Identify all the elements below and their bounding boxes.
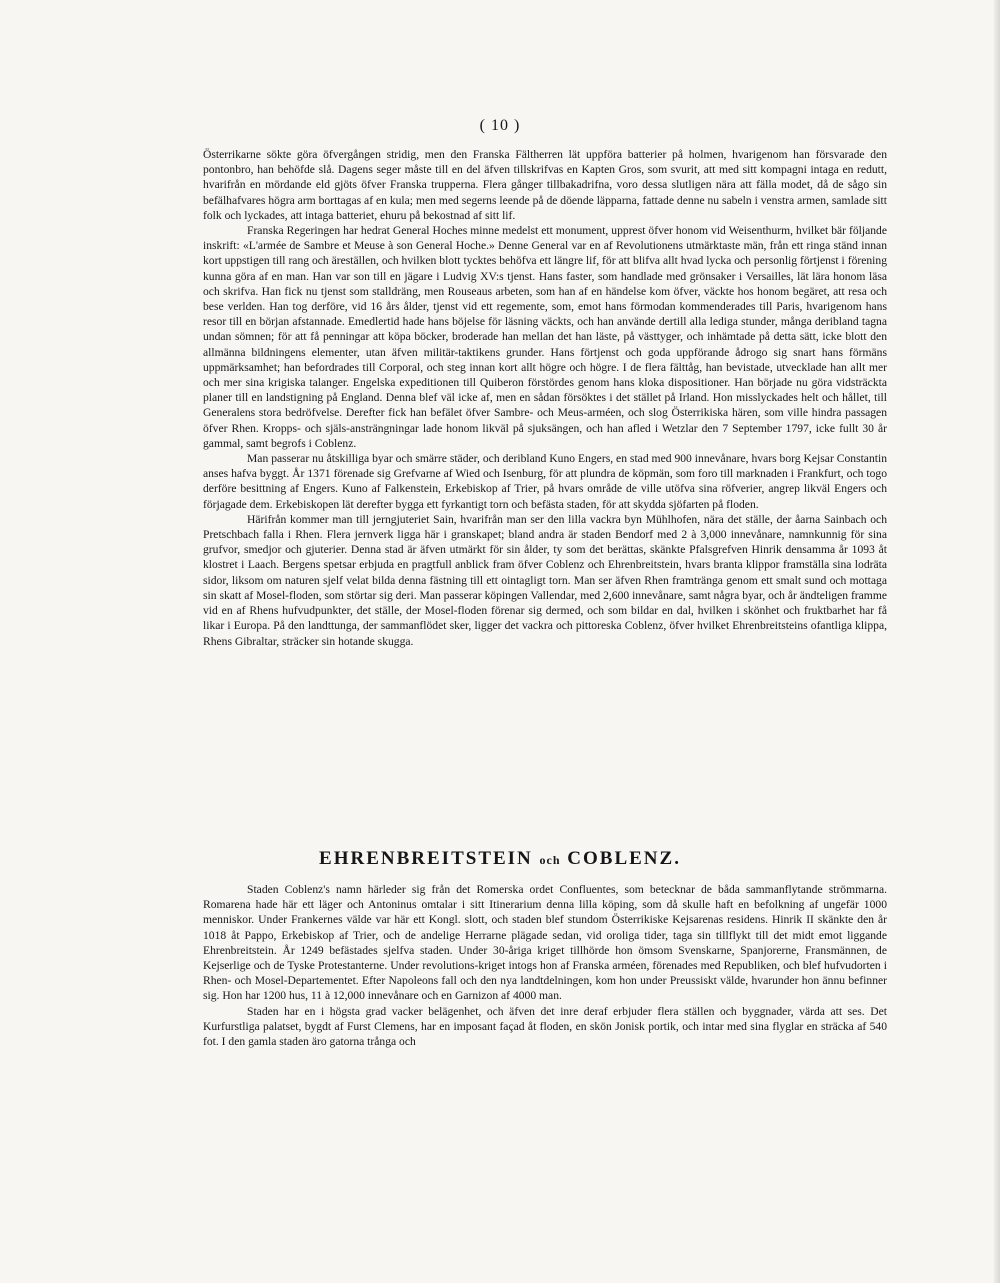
body-text-section-2 bbox=[203, 882, 887, 1049]
paragraph: Man passerar nu åtskilliga byar och smärre städer, och deribland Kuno Engers, en stad med 900 innevånare, hvars borg Kejsar Constantin anses hafva byggt. År 1371 förenade sig Grefvarne af Wied och Isenburg, för att plundra de köpmän, som foro till marknaden i Frankfurt, och togo derföre besittning af Engers. Kuno af Falkenstein, Erkebiskop af Trier, på hvars område de ville utöfva sina röfverier, angrep likväl Engers och förjagade dem. Erkebiskopen lät derefter bygga ett fyrkantigt torn och befästa staden, för att skydda sjöfarten på floden. bbox=[203, 452, 887, 511]
paragraph: Staden Coblenz's namn härleder sig från det Romerska ordet Confluentes, som betecknar de båda sammanflytande strömmarna. Romarena hade här ett läger och Antoninus omtalar i sitt Itinerarium denna lilla köping, som då skulle haft en befolkning af ungefär 1000 menniskor. Under Frankernes välde var här ett Kongl. slott, och staden blef stundom Österrikiske Kejsarenas residens. Hinrik II skänkte den år 1018 åt Pappo, Erkebiskop af Trier, och de andeligе Herrarne plägade sedan, vid oroliga tider, taga sin tillflykt till det midt emot liggande Ehrenbreitstein. År 1249 befästades sjelfva staden. Under 30-åriga kriget tillhörde hon ömsom Svenskarne, Spanjorerne, Fransmännen, de Kejserlige och de Tyske Protestanterne. Under revolutions-kriget intogs hon af Franska arméen, förenades med Republiken, och blef hufvudorten i Rhen- och Mosel-Departementet. Efter Napoleons fall och den nya landtdelningen, kom hon under Preussiskt välde, hvarunder hon ännu befinner sig. Hon har 1200 hus, 11 à 12,000 innevånare och en Garnizon af 4000 man. bbox=[203, 883, 887, 1003]
paragraph: Österrikarne sökte göra öfvergången stridig, men den Franska Fältherren lät uppföra batterier på holmen, hvarigenom han försvarade den pontonbro, han behöfde slå. Dagens seger måste till en del äfven tillskrifvas en Kapten Gros, som svurit, att med sitt kompagni intaga en redutt, hvarifrån en mördande eld gjöts öfver Franska trupperna. Flera gånger tillbakadrifna, voro dessa slutligen nära att fälla modet, då de sågo sin befälhafvares högra arm borttagas af en kula; men med segerns leende på de döende läpparna, fattade denne nu sabeln i venstra armen, samlade sitt folk och lyckades, att intaga batteriet, ehuru på bekostnad af sitt lif. bbox=[203, 148, 887, 222]
page-number: ( 10 ) bbox=[479, 117, 521, 134]
paragraph: Staden har en i högsta grad vacker belägenhet, och äfven det inre deraf erbjuder flera ställen och byggnader, värda att ses. Det Kurfurstliga palatset, bygdt af Furst Clemens, har en imposant façad åt floden, en skön Jonisk portik, och intar med sina flyglar en sträcka af 540 fot. I den gamla staden äro gatorna trånga och bbox=[203, 1004, 887, 1049]
paragraph: Franska Regeringen har hedrat General Hoches minne medelst ett monument, upprest öfver honom vid Weisenthurm, hvilket bär följande inskrift: «L'armée de Sambre et Meuse à son General Hoche.» Denne General var en af Revolutionens utmärktaste män, från ett ringa ständ innan kort uppstigen till rang och äreställen, och hvilken blott tycktes behöfva ett längre lif, för att blifva allt hvad lycka och personlig förtjenst i förening kunna göra af en man. Han var son till en jägare i Ludvig XV:s tjenst. Hans faster, som handlade med grönsaker i Versailles, lät lära honom läsa och skrifva. Han fick nu tjenst som stalldräng, men Rouseaus arbeten, som han af en händelse kom öfver, väckte hos honom begäret, att resa och bese verlden. Han tog derföre, vid 16 års ålder, tjenst vid ett regemente, som, emot hans förmodan kommenderades till Paris, hvarigenom hans resor till en början afstannade. Emedlertid hade hans böjelse för läsning väckts, och han använde dertill alla lediga stunder, många deribland tagna undan sömnen; för att få penningar att köpa böcker, broderade han mellan det han läste, på västtyger, och inhämtade på detta sätt, icke blott den allmänna bildningens elementer, utan äfven militär-taktikens grunder. Hans förtjenst och goda uppförande ådrogo sig snart hans förmäns uppmärksamhet; han befordrades till Corporal, och steg innan kort allt högre och högre. I de flera fälttåg, han bevistade, utvecklade han allt mer och mer sina krigiska talanger. Engelska expeditionen till Quiberon förstördes genom hans kloka dispositioner. Han började nu göra vidsträckta planer till en landstigning på England. Denna blef väl icke af, men en sådan försöktes i det stället på Irland. Hon misslyckades helt och hållet, till Generalens stora bedröfvelse. Derefter fick han befälet öfver Sambre- och Meus-arméen, och slog Österrikiska hären, som ville hindra passagen öfver Rhen. Kropps- och själs-ansträngningar lade honom likväl på sjuksängen, och han afled i Wetzlar den 7 September 1797, icke fullt 30 år gammal, samt begrofs i Coblenz. bbox=[203, 224, 887, 450]
heading-part-1: EHRENBREITSTEIN bbox=[319, 848, 533, 869]
heading-part-3: COBLENZ. bbox=[567, 848, 681, 869]
paragraph: Härifrån kommer man till jerngjuteriet Sain, hvarifrån man ser den lilla vackra byn Mühlhofen, nära det ställe, der åarna Sainbach och Pretschbach falla i Rhen. Flera jernverk ligga här i granskapet; bland andra är staden Bendorf med 2 à 3,000 innevånare, namnkunnig för sina grufvor, smedjor och gjuterier. Denna stad är äfven utmärkt för sin ålder, ty som det berättas, skänkte Pfalsgrefven Hinrik densamma år 1093 åt klostret i Laach. Bergens spetsar erbjuda en pragtfull anblick fram öfver Coblenz och Ehrenbreitstein, hvars branta klippor framställa sina lodräta sidor, liksom om naturen sjelf velat bilda denna fästning till ett ointagligt torn. Man ser äfven Rhen framtränga genom ett smalt sund och mottaga sin skatt af Mosel-floden, som störtar sig deri. Man passerar köpingen Vallendar, med 2,600 innevånare, samt några byar, och år ändteligen framme vid en af Rhens hufvudpunkter, det ställe, der Mosel-floden förenar sig dermed, och som bildar en dal, hvilken i skönhet och fruktbarhet har få likar i Europa. På den landttunga, der sammanflödet sker, ligger det vackra och pittoreska Coblenz, öfver hvilket Ehrenbreitsteins ofantliga klippa, Rhens Gibraltar, sträcker sin hotande skugga. bbox=[203, 512, 887, 648]
heading-part-2: och bbox=[539, 853, 561, 867]
section-heading bbox=[0, 848, 1000, 870]
page-edge bbox=[994, 0, 1000, 1283]
body-text-section-1 bbox=[203, 147, 887, 649]
